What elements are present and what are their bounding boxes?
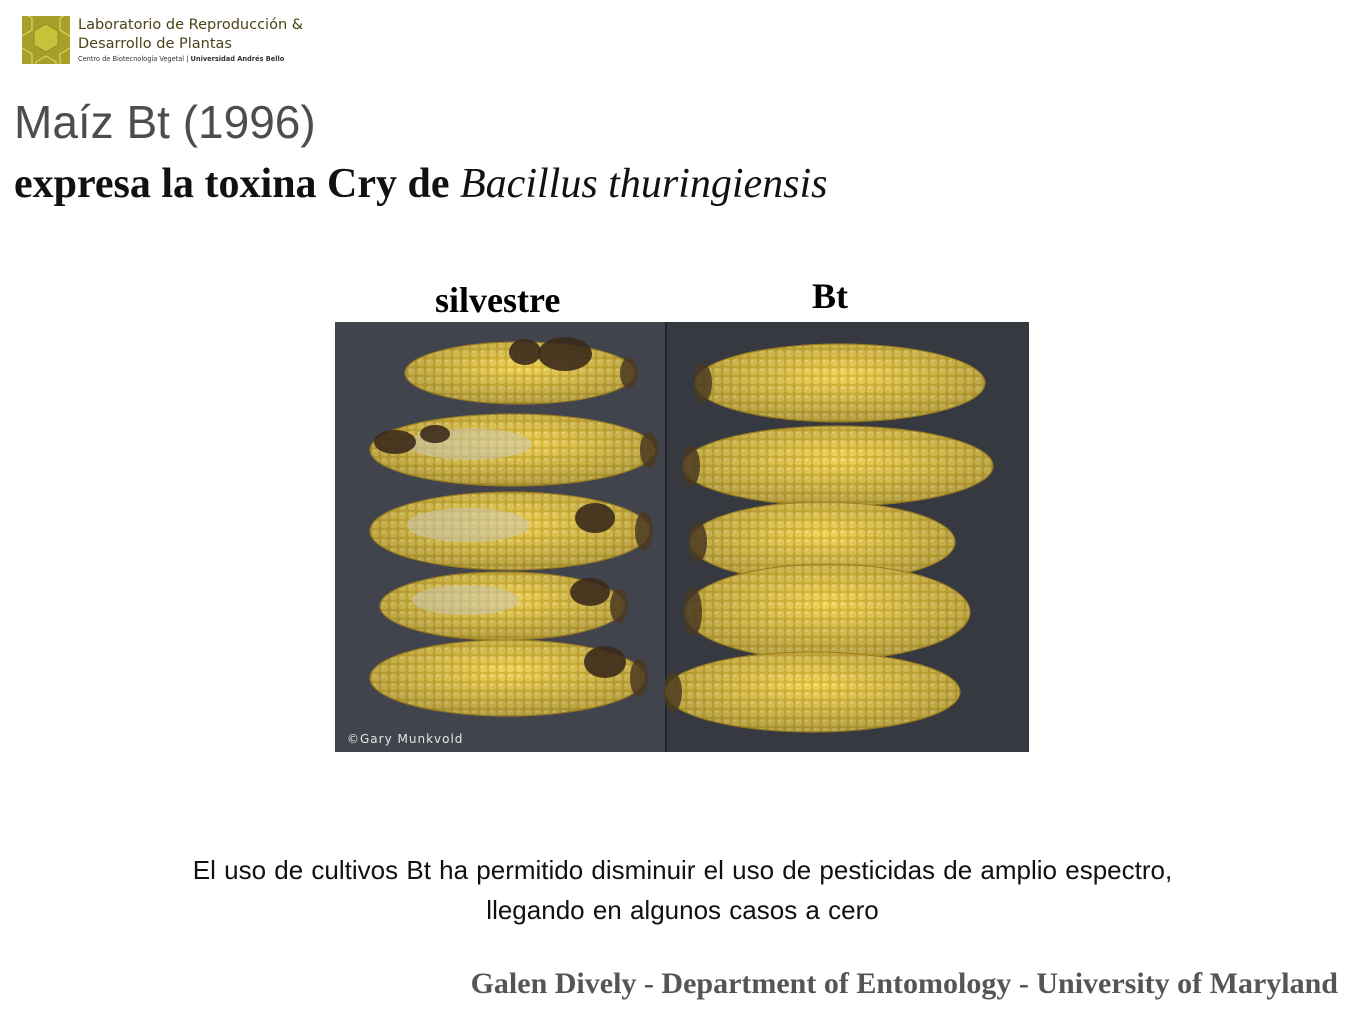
logo-text [78,16,303,63]
source-credit: Galen Dively - Department of Entomology - University of Maryland [470,967,1338,1000]
corn-cob [380,572,628,640]
corn-cob [664,652,960,732]
logo-affiliation [78,55,303,63]
caption-line1: El uso de cultivos Bt ha permitido disminuir el uso de pesticidas de amplio espectro, [192,855,1173,885]
slide-title: Maíz Bt (1996) [14,96,316,148]
corn-cob [694,344,985,422]
caption [0,850,1365,930]
corn-cob [682,426,993,506]
slide-subtitle [14,156,828,212]
photo-watermark: ©Gary Munkvold [347,732,464,746]
caption-line2: llegando en algunos casos a cero [486,895,879,925]
corn-cob [370,640,648,716]
corn-cob [370,414,658,486]
logo-affiliation-university: Universidad Andrés Bello [190,55,285,63]
logo-lab-name-line2: Desarrollo de Plantas [78,36,232,52]
corn-photo [335,322,1029,752]
subtitle-species: Bacillus thuringiensis [460,161,828,207]
honeycomb-logo-icon [22,16,70,64]
corn-cob [684,564,970,660]
label-bt: Bt [812,276,848,316]
corn-cob [370,492,653,570]
logo-affiliation-center: Centro de Biotecnología Vegetal | [78,55,191,63]
logo-lab-name-line1: Laboratorio de Reproducción & [78,17,304,33]
subtitle-text: expresa la toxina Cry de [14,161,461,207]
lab-logo [22,16,322,68]
label-silvestre: silvestre [435,280,561,320]
